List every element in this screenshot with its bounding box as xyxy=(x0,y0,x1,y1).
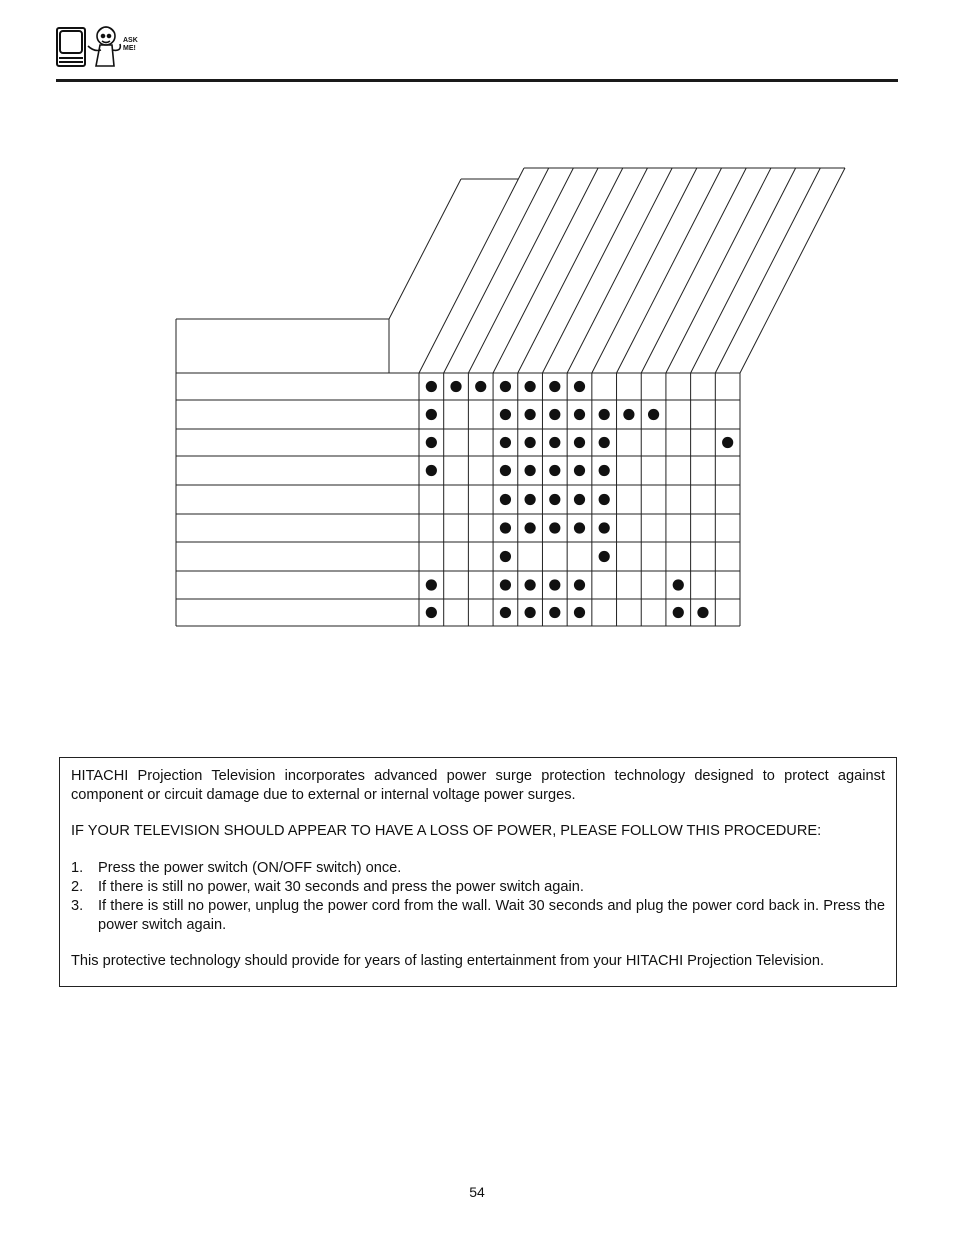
step-number: 3. xyxy=(71,898,84,914)
column-header-slant xyxy=(666,168,771,373)
indicator-dot xyxy=(549,465,560,476)
column-header-slant xyxy=(641,168,746,373)
indicator-dot xyxy=(500,522,511,533)
indicator-dot xyxy=(673,579,684,590)
power-surge-notice xyxy=(59,757,897,987)
logo-text-line1: ASK xyxy=(123,37,138,44)
indicator-dot xyxy=(574,522,585,533)
indicator-dot xyxy=(574,579,585,590)
indicator-dot xyxy=(426,437,437,448)
logo-text-line2: ME! xyxy=(123,45,136,52)
indicator-dot xyxy=(426,409,437,420)
column-header-slant xyxy=(419,168,524,373)
column-header-slant xyxy=(691,168,796,373)
indicator-dot xyxy=(574,465,585,476)
indicator-dot xyxy=(549,522,560,533)
indicator-dot xyxy=(599,409,610,420)
indicator-dot xyxy=(599,465,610,476)
indicator-dot xyxy=(574,381,585,392)
indicator-dot xyxy=(549,381,560,392)
indicator-dot xyxy=(549,437,560,448)
column-header-slant xyxy=(567,168,672,373)
indicator-dot xyxy=(525,607,536,618)
column-header-slant xyxy=(592,168,697,373)
indicator-dot xyxy=(500,381,511,392)
indicator-dot xyxy=(426,607,437,618)
indicator-dot xyxy=(500,437,511,448)
column-header-slant xyxy=(617,168,722,373)
indicator-dot xyxy=(574,607,585,618)
indicator-dot xyxy=(500,409,511,420)
indicator-dot xyxy=(599,494,610,505)
column-header-slant xyxy=(740,168,845,373)
step-text: If there is still no power, wait 30 seconds and press the power switch again. xyxy=(98,879,584,895)
indicator-dot xyxy=(697,607,708,618)
indicator-dot xyxy=(574,409,585,420)
indicator-dot xyxy=(549,409,560,420)
indicator-dot xyxy=(500,607,511,618)
indicator-dot xyxy=(673,607,684,618)
indicator-dot xyxy=(426,579,437,590)
notice-heading: IF YOUR TELEVISION SHOULD APPEAR TO HAVE A LOSS OF POWER, PLEASE FOLLOW THIS PROCEDURE: xyxy=(71,823,822,839)
step-text: If there is still no power, unplug the power cord from the wall. Wait 30 seconds and plug the power cord back in. Press the power switch again. xyxy=(98,898,885,933)
indicator-dot xyxy=(599,551,610,562)
notice-intro: HITACHI Projection Television incorporates advanced power surge protection technology designed to protect against component or circuit damage due to external or internal voltage power surges. xyxy=(71,768,885,803)
column-header-slant xyxy=(468,168,573,373)
step-text: Press the power switch (ON/OFF switch) once. xyxy=(98,860,402,876)
procedure-step xyxy=(71,859,885,878)
column-header-slant xyxy=(493,168,598,373)
indicator-dot xyxy=(525,465,536,476)
indicator-dot xyxy=(525,381,536,392)
indicator-dot xyxy=(549,607,560,618)
indicator-dot xyxy=(525,494,536,505)
procedure-step xyxy=(71,897,885,935)
indicator-dot xyxy=(574,437,585,448)
indicator-dot xyxy=(525,579,536,590)
column-header-slant xyxy=(542,168,647,373)
indicator-dot xyxy=(525,522,536,533)
indicator-dot xyxy=(549,579,560,590)
indicator-dot xyxy=(426,381,437,392)
indicator-dot xyxy=(450,381,461,392)
indicator-dot xyxy=(500,551,511,562)
step-number: 2. xyxy=(71,879,84,895)
indicator-dot xyxy=(500,465,511,476)
indicator-dot xyxy=(574,494,585,505)
indicator-dot xyxy=(500,494,511,505)
indicator-dot xyxy=(648,409,659,420)
indicator-dot xyxy=(722,437,733,448)
indicator-dot xyxy=(426,465,437,476)
step-number: 1. xyxy=(71,860,84,876)
indicator-dot xyxy=(475,381,486,392)
indicator-dot xyxy=(525,437,536,448)
column-header-slant xyxy=(518,168,623,373)
procedure-steps xyxy=(71,859,885,935)
procedure-step xyxy=(71,878,885,897)
indicator-dot xyxy=(525,409,536,420)
indicator-dot xyxy=(623,409,634,420)
slant-outline-left xyxy=(389,179,461,319)
column-header-slant xyxy=(444,168,549,373)
indicator-dot xyxy=(599,522,610,533)
notice-closing: This protective technology should provide for years of lasting entertainment from your HITACHI Projection Television. xyxy=(71,953,825,969)
column-header-slant xyxy=(715,168,820,373)
indicator-dot xyxy=(500,579,511,590)
page-number: 54 xyxy=(469,1184,485,1200)
indicator-dot xyxy=(549,494,560,505)
indicator-dot xyxy=(599,437,610,448)
